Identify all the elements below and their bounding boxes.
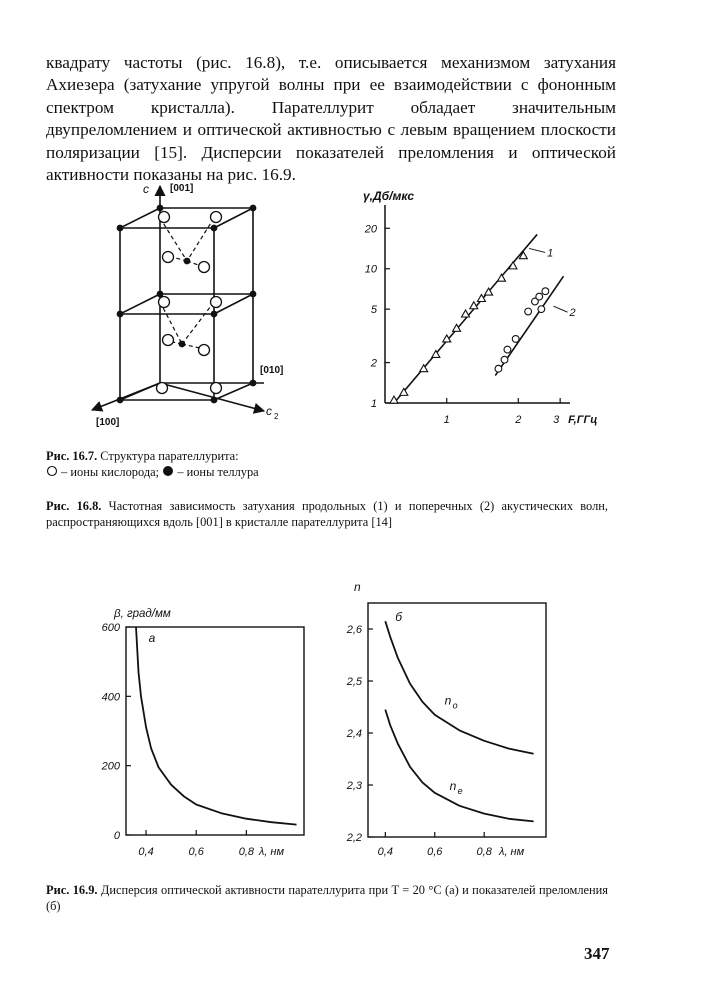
series-label-leader bbox=[554, 306, 568, 312]
x-tick-label: 0,4 bbox=[138, 846, 154, 858]
y-tick-label: 600 bbox=[101, 622, 120, 634]
panel-label: а bbox=[148, 631, 156, 645]
plot-frame bbox=[126, 627, 304, 835]
y-tick-label: 2 bbox=[370, 357, 377, 370]
y-axis-label: n bbox=[354, 580, 361, 594]
data-point-series-2 bbox=[495, 365, 502, 372]
panel-label: б bbox=[395, 610, 402, 624]
axis-c2-label: c bbox=[266, 404, 272, 418]
caption-16-8 bbox=[46, 498, 608, 530]
x-tick-label: 2 bbox=[515, 414, 522, 426]
y-tick-label: 2,6 bbox=[346, 624, 362, 636]
data-point-series-2 bbox=[504, 346, 511, 353]
series-label: 2 bbox=[569, 307, 576, 320]
paragraph-text: квадрату частоты (рис. 16.8), т.е. описывается механизмом затухания Ахиезера (затухание упругой волны при ее взаимодействии с фононным спектром кристалла). Парателлурит обладает значительным двупреломлением и оптической активностью с левым вращением плоскости поляризации [15]. Дисперсии показателей преломления и оптической активности показаны на рис. 16.9. bbox=[46, 53, 616, 185]
y-axis-label: β, град/мм bbox=[114, 608, 171, 620]
caption-16-9 bbox=[46, 882, 608, 914]
caption-16-7-tellurium: – ионы теллура bbox=[177, 465, 259, 479]
x-tick-label: 1 bbox=[443, 414, 450, 426]
data-point-series-1 bbox=[400, 388, 408, 395]
refractive-index-curve-e bbox=[385, 710, 533, 822]
y-tick-label: 2,3 bbox=[346, 780, 362, 792]
x-tick-label: 0,8 bbox=[476, 846, 492, 858]
figure-16-7-structure bbox=[86, 178, 306, 428]
data-point-series-1 bbox=[498, 274, 506, 281]
caption-16-8-text: Частотная зависимость затухания продольных (1) и поперечных (2) акустических волн, распространяющихся вдоль [001] в кристалле парателлурита [14] bbox=[46, 499, 608, 529]
data-point-series-2 bbox=[525, 308, 532, 315]
body-paragraph bbox=[46, 52, 616, 186]
curve-label: n bbox=[444, 693, 452, 708]
y-tick-label: 10 bbox=[364, 263, 377, 276]
y-tick-label: 2,5 bbox=[346, 676, 362, 688]
y-axis-label: γ,Дб/мкс bbox=[363, 189, 415, 203]
beta-curve bbox=[136, 627, 297, 825]
caption-16-9-label: Рис. 16.9. bbox=[46, 883, 98, 897]
axis-100-label: [100] bbox=[96, 417, 120, 428]
caption-16-7 bbox=[46, 448, 466, 480]
y-tick-label: 1 bbox=[370, 398, 377, 410]
caption-16-7-text: Структура парателлурита: bbox=[100, 449, 239, 463]
figure-16-8-chart bbox=[340, 185, 598, 435]
caption-16-7-label: Рис. 16.7. bbox=[46, 449, 98, 463]
x-tick-label: 0,6 bbox=[188, 846, 204, 858]
y-tick-label: 2,4 bbox=[346, 728, 362, 740]
figure-16-9b-chart bbox=[330, 575, 570, 875]
series-label: 1 bbox=[547, 247, 554, 260]
data-point-series-2 bbox=[542, 288, 549, 295]
curve-label: n bbox=[449, 779, 457, 794]
plot-frame bbox=[368, 603, 546, 837]
x-axis-label: λ, нм bbox=[258, 846, 284, 858]
data-point-series-2 bbox=[512, 336, 519, 343]
data-point-series-2 bbox=[501, 356, 508, 363]
axis-c2-sub: 2 bbox=[274, 412, 279, 421]
y-tick-label: 0 bbox=[113, 830, 120, 842]
x-tick-label: 0,4 bbox=[377, 846, 393, 858]
series-label-leader bbox=[529, 248, 545, 252]
x-tick-label: 0,6 bbox=[427, 846, 443, 858]
y-tick-label: 2,2 bbox=[346, 832, 362, 844]
fit-line-series-1 bbox=[394, 234, 537, 403]
y-tick-label: 5 bbox=[370, 304, 377, 317]
oxygen-ion-legend-icon bbox=[46, 465, 58, 477]
caption-16-7-oxygen: – ионы кислорода; bbox=[61, 465, 160, 479]
refractive-index-curve-o bbox=[385, 621, 533, 754]
caption-16-9-text: Дисперсия оптической активности парателлурита при T = 20 °С (а) и показателей преломления (б) bbox=[46, 883, 608, 913]
curve-label-subscript: e bbox=[457, 786, 463, 797]
y-tick-label: 20 bbox=[364, 223, 377, 236]
x-axis-label: λ, нм bbox=[499, 846, 525, 858]
x-tick-label: 3 bbox=[553, 414, 560, 426]
y-tick-label: 400 bbox=[101, 691, 120, 704]
data-point-series-1 bbox=[462, 310, 470, 317]
data-point-series-2 bbox=[538, 306, 545, 313]
c-axis-label: c bbox=[143, 182, 149, 196]
x-tick-label: 0,8 bbox=[238, 846, 254, 858]
y-tick-label: 200 bbox=[101, 760, 120, 773]
axis-010-label: [010] bbox=[260, 365, 284, 376]
x-axis-label: F,ГГц bbox=[568, 414, 598, 426]
curve-label-subscript: o bbox=[452, 700, 458, 711]
caption-16-8-label: Рис. 16.8. bbox=[46, 499, 102, 513]
figure-16-9a-chart bbox=[76, 595, 316, 875]
tellurium-ion-legend-icon bbox=[162, 465, 174, 477]
c-axis-index: [001] bbox=[170, 183, 194, 194]
page-number: 347 bbox=[584, 944, 610, 963]
data-point-series-2 bbox=[536, 293, 543, 300]
